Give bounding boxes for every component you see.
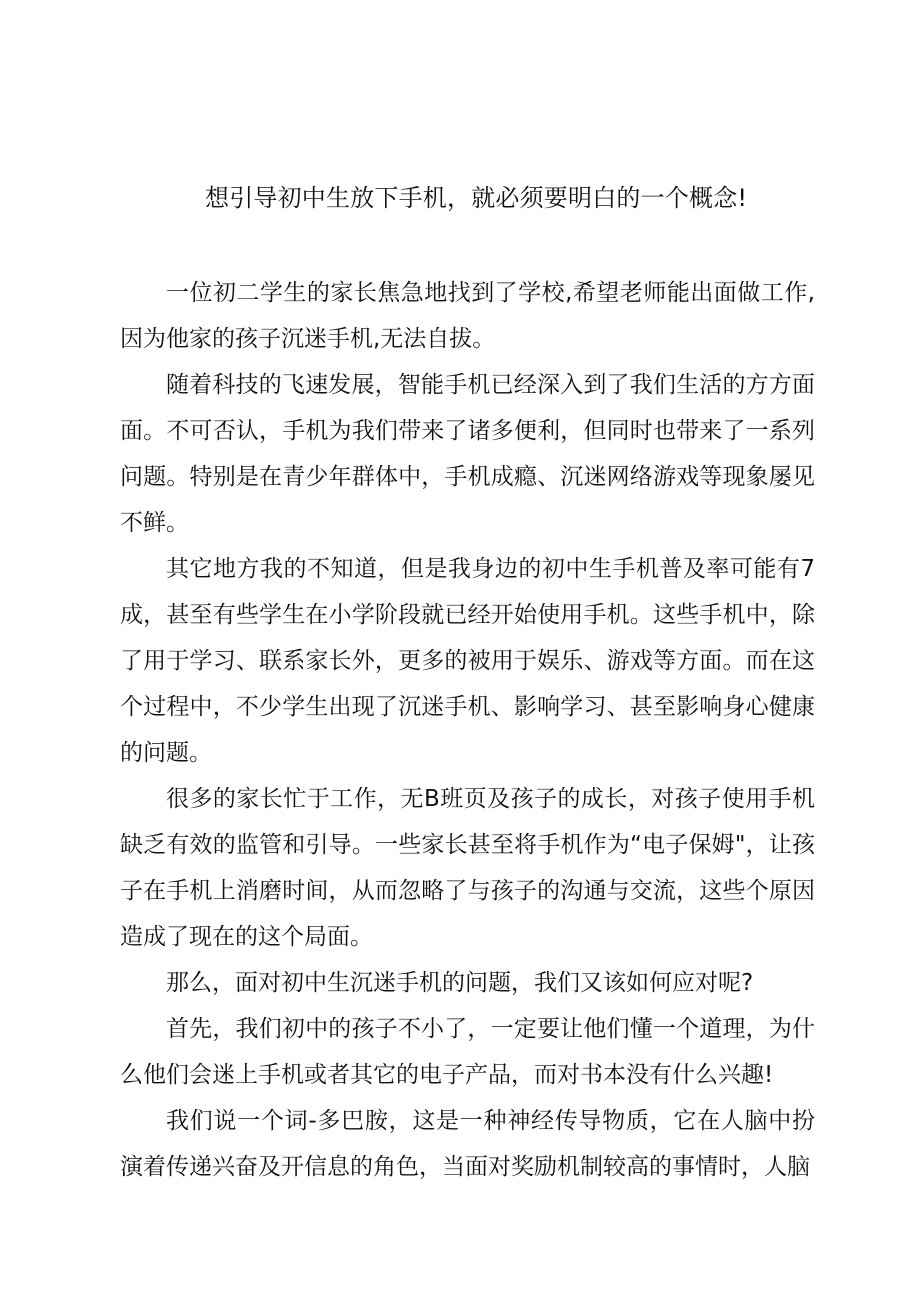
paragraph-1: 一位初二学生的家长焦急地找到了学校,希望老师能出面做工作,因为他家的孩子沉迷手机,无法自拔。 [120,280,815,352]
paragraph-7: 我们说一个词-多巴胺，这是一种神经传导物质，它在人脑中扮演着传递兴奋及开信息的角色，当面对奖励机制较高的事情时，人脑 [120,1108,815,1180]
paragraph-5: 那么，面对初中生沉迷手机的问题，我们又该如何应对呢? [166,970,754,996]
paragraph-3: 其它地方我的不知道，但是我身边的初中生手机普及率可能有7成，甚至有些学生在小学阶段就已经开始使用手机。这些手机中，除了用于学习、联系家长外，更多的被用于娱乐、游戏等方面。而在这个过程中，不少学生出现了沉迷手机、影响学习、甚至影响身心健康的问题。 [120,556,815,766]
document-body [120,270,815,1190]
document-title: 想引导初中生放下手机，就必须要明白的一个概念! [205,184,748,212]
paragraph-4: 很多的家长忙于工作，无B班页及孩子的成长，对孩子使用手机缺乏有效的监管和引导。一些家长甚至将手机作为“电子保姆"，让孩子在手机上消磨时间，从而忽略了与孩子的沟通与交流，这些个原因造成了现在的这个局面。 [120,786,815,950]
paragraph-6: 首先，我们初中的孩子不小了，一定要让他们懂一个道理，为什么他们会迷上手机或者其它的电子产品，而对书本没有什么兴趣! [120,1016,815,1088]
paragraph-2: 随着科技的飞速发展，智能手机已经深入到了我们生活的方方面面。不可否认，手机为我们带来了诸多便利，但同时也带来了一系列问题。特别是在青少年群体中，手机成瘾、沉迷网络游戏等现象屡见不鲜。 [120,372,815,536]
